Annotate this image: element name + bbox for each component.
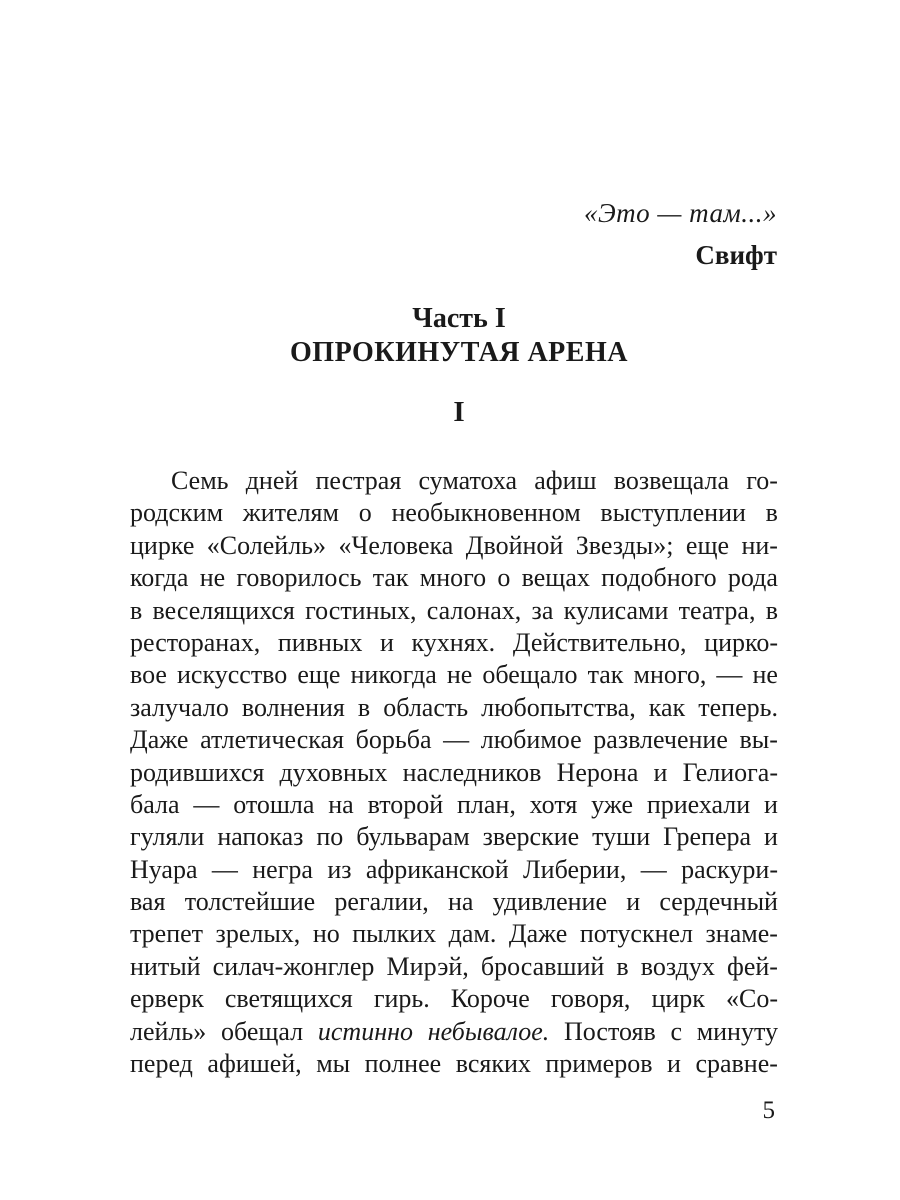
word: минуту xyxy=(696,1016,778,1046)
word: родским xyxy=(130,498,224,528)
word: и xyxy=(764,822,778,852)
word: развлечение xyxy=(593,725,728,755)
word: область xyxy=(383,692,469,722)
word: вое xyxy=(130,660,167,690)
body-line xyxy=(130,854,778,886)
word: гостиных, xyxy=(305,595,417,625)
body-line xyxy=(130,983,778,1015)
word: пестрая xyxy=(315,466,402,495)
word: Грепера xyxy=(663,822,752,852)
body-line xyxy=(130,789,778,821)
word: веселящихся xyxy=(152,595,295,625)
epigraph-author: Свифт xyxy=(695,240,777,270)
word: хотя xyxy=(529,789,578,819)
word: Постояв xyxy=(564,1016,656,1046)
body-line xyxy=(130,497,778,529)
word: пылких xyxy=(352,919,437,949)
word: потускнел xyxy=(579,919,694,949)
word: бросавший xyxy=(480,951,605,981)
word: зрелых, xyxy=(215,919,301,949)
word: Гелиога- xyxy=(682,757,778,787)
word: Нерона xyxy=(556,757,639,787)
word: регалии, xyxy=(334,887,429,917)
word: необыкновенном xyxy=(391,498,581,528)
word: волнения xyxy=(241,692,345,722)
word: удивление xyxy=(492,887,607,917)
word: еще xyxy=(297,660,341,690)
body-line xyxy=(130,530,778,562)
page-number: 5 xyxy=(762,1097,775,1124)
word: отошла xyxy=(233,789,315,819)
body-line xyxy=(130,465,778,497)
word: но xyxy=(312,919,340,949)
word: ни- xyxy=(741,530,778,560)
word: и xyxy=(626,887,641,917)
word: цирке xyxy=(130,530,195,560)
word: — xyxy=(211,854,238,884)
part-title: ОПРОКИНУТАЯ АРЕНА xyxy=(290,337,628,368)
part-label: Часть I xyxy=(412,303,506,334)
word: — xyxy=(716,660,743,690)
word: в xyxy=(765,498,778,528)
word: обещало xyxy=(482,660,578,690)
word: дней xyxy=(245,466,299,495)
word: Мирэй, xyxy=(386,951,469,981)
word: уже xyxy=(591,789,633,819)
word: говорилось xyxy=(236,563,362,593)
word: нитый xyxy=(130,951,201,981)
body-line xyxy=(130,692,778,724)
word: приехали xyxy=(646,789,751,819)
word: когда xyxy=(130,563,189,593)
word: как xyxy=(648,692,686,722)
word: цирко- xyxy=(704,627,778,657)
word: духовных xyxy=(279,757,388,787)
word: афишей, xyxy=(207,1049,302,1079)
word: бала xyxy=(130,789,180,819)
body-line xyxy=(130,1048,778,1080)
body-line xyxy=(130,724,778,756)
word: го- xyxy=(746,466,778,495)
word: сердечный xyxy=(659,887,778,917)
word: пивных xyxy=(277,627,363,657)
word: светящихся xyxy=(224,984,353,1014)
word: и xyxy=(653,757,668,787)
word: всяких xyxy=(455,1049,531,1079)
word: раскури- xyxy=(681,854,778,884)
word: залучало xyxy=(130,692,229,722)
word: никогда xyxy=(350,660,437,690)
word: гуляли xyxy=(130,822,205,852)
word: подобного xyxy=(601,563,717,593)
word: сравне- xyxy=(695,1049,778,1079)
word: «Со- xyxy=(725,984,778,1014)
word: истинно xyxy=(317,1016,413,1046)
word: и xyxy=(667,1049,681,1079)
word: атлетическая xyxy=(200,725,344,755)
word: Даже xyxy=(130,725,189,755)
word: говоря, xyxy=(550,984,631,1014)
word: в xyxy=(616,951,629,981)
word: туши xyxy=(592,822,651,852)
word: Даже xyxy=(508,919,568,949)
word: о xyxy=(497,563,511,593)
word: наследников xyxy=(402,757,542,787)
word: лейль» xyxy=(130,1016,207,1046)
word: план, xyxy=(456,789,516,819)
word: ресторанах, xyxy=(130,627,261,657)
body-line xyxy=(130,821,778,853)
word: искусство xyxy=(177,660,288,690)
word: любимое xyxy=(480,725,582,755)
word: так xyxy=(372,563,409,593)
word: — xyxy=(640,854,667,884)
word: возвещала xyxy=(613,466,730,495)
word: полнее xyxy=(364,1049,442,1079)
word: Короче xyxy=(450,984,530,1014)
word: на xyxy=(328,789,354,819)
word: небывалое. xyxy=(427,1016,550,1046)
word: обещал xyxy=(220,1016,304,1046)
word: Действительно, xyxy=(512,627,687,657)
word: выступлении xyxy=(600,498,746,528)
word: и xyxy=(764,789,778,819)
word: гирь. xyxy=(373,984,430,1014)
word: перед xyxy=(130,1049,193,1079)
word: бульварам xyxy=(356,822,470,852)
epigraph-quote: «Это — там...» xyxy=(584,198,777,228)
word: на xyxy=(447,887,474,917)
word: за xyxy=(531,595,554,625)
word: еще xyxy=(685,530,730,560)
word: жителям xyxy=(242,498,339,528)
word: вая xyxy=(130,887,166,917)
body-line xyxy=(130,1016,778,1048)
word: родившихся xyxy=(130,757,265,787)
word: воздух xyxy=(640,951,715,981)
word: цирк xyxy=(651,984,705,1014)
word: из xyxy=(327,854,352,884)
word: не xyxy=(446,660,473,690)
word: — xyxy=(193,789,220,819)
word: с xyxy=(670,1016,682,1046)
word: не xyxy=(752,660,778,690)
word: Звезды»; xyxy=(575,530,674,560)
word: любопытства, xyxy=(481,692,636,722)
word: афиш xyxy=(534,466,597,495)
word: много, xyxy=(633,660,707,690)
body-line xyxy=(130,659,778,691)
word: фей- xyxy=(727,951,778,981)
word: Двойной xyxy=(465,530,564,560)
word: знаме- xyxy=(705,919,778,949)
body-text xyxy=(130,465,778,1080)
word: салонах, xyxy=(426,595,522,625)
word: Либерии, xyxy=(523,854,627,884)
word: и xyxy=(380,627,394,657)
word: театра, xyxy=(678,595,756,625)
word: Семь xyxy=(171,466,229,495)
word: суматоха xyxy=(418,466,518,495)
word: ерверк xyxy=(130,984,204,1014)
word: «Солейль» xyxy=(206,530,327,560)
word: силач-жонглер xyxy=(212,951,375,981)
word: в xyxy=(130,595,143,625)
body-line xyxy=(130,595,778,627)
word: рода xyxy=(727,563,778,593)
body-line xyxy=(130,757,778,789)
word: дам. xyxy=(448,919,497,949)
word: трепет xyxy=(130,919,204,949)
word: второй xyxy=(367,789,444,819)
word: — xyxy=(443,725,470,755)
word: примеров xyxy=(545,1049,653,1079)
body-line xyxy=(130,627,778,659)
body-line xyxy=(130,886,778,918)
word: напоказ xyxy=(217,822,304,852)
word: кухнях. xyxy=(411,627,496,657)
word: много xyxy=(419,563,487,593)
chapter-number: I xyxy=(453,396,465,428)
word: о xyxy=(358,498,372,528)
word: не xyxy=(199,563,226,593)
word: негра xyxy=(252,854,313,884)
word: «Человека xyxy=(338,530,454,560)
word: вещах xyxy=(521,563,590,593)
word: зверские xyxy=(482,822,580,852)
word: Нуара xyxy=(130,854,198,884)
word: мы xyxy=(316,1049,351,1079)
word: толстейшие xyxy=(184,887,316,917)
word: в xyxy=(357,692,371,722)
word: по xyxy=(316,822,344,852)
word: кулисами xyxy=(563,595,669,625)
word: так xyxy=(587,660,624,690)
word: в xyxy=(765,595,778,625)
word: теперь. xyxy=(698,692,778,722)
word: борьба xyxy=(355,725,432,755)
body-line xyxy=(130,562,778,594)
body-line xyxy=(130,951,778,983)
word: вы- xyxy=(739,725,778,755)
word: африканской xyxy=(365,854,509,884)
body-line xyxy=(130,918,778,950)
